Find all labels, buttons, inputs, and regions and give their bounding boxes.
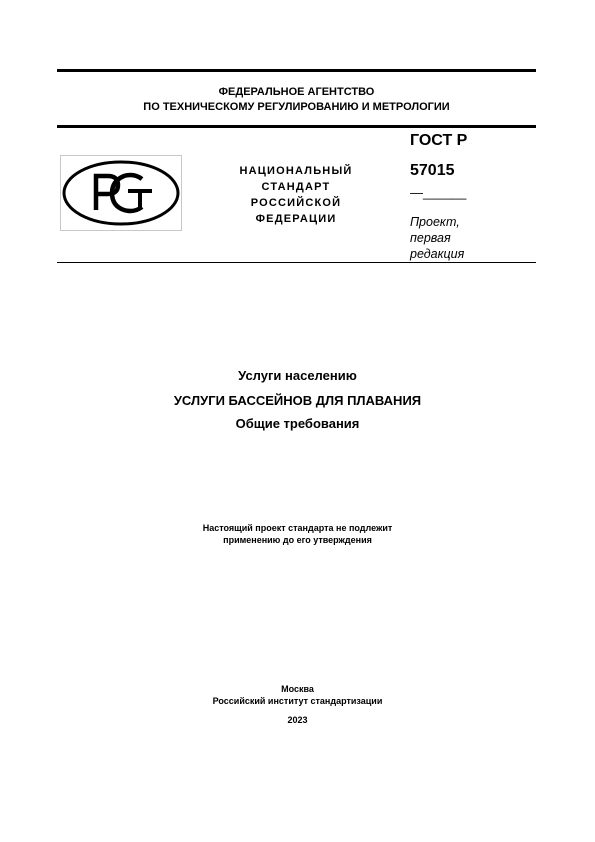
top-rule (57, 69, 536, 72)
title-line-3: Общие требования (235, 416, 360, 431)
section-rule (57, 262, 536, 263)
gost-code: ГОСТ Р (410, 132, 468, 149)
gost-suffix: —______ (410, 185, 467, 200)
title-line-1: Услуги населению (238, 368, 357, 383)
footer-institute: Российский институт стандартизации (212, 696, 383, 706)
notice-line-2: применению до его утверждения (223, 535, 372, 545)
draft-line-3: редакция (410, 247, 465, 261)
agency-line-1: ФЕДЕРАЛЬНОЕ АГЕНТСТВО (218, 86, 375, 98)
national-line-4: ФЕДЕРАЦИИ (255, 213, 337, 225)
notice-line-1: Настоящий проект стандарта не подлежит (202, 523, 393, 533)
header-rule (57, 125, 536, 128)
gost-number: 57015 (410, 162, 455, 179)
draft-line-1: Проект, (410, 215, 460, 229)
national-line-2: СТАНДАРТ (261, 181, 331, 193)
draft-line-2: первая (410, 231, 451, 245)
national-line-1: НАЦИОНАЛЬНЫЙ (239, 165, 353, 177)
national-line-3: РОССИЙСКОЙ (250, 197, 342, 209)
agency-line-2: ПО ТЕХНИЧЕСКОМУ РЕГУЛИРОВАНИЮ И МЕТРОЛОГИИ (143, 101, 450, 113)
rst-logo-icon (60, 155, 184, 233)
footer-city: Москва (281, 684, 314, 694)
title-line-2: УСЛУГИ БАССЕЙНОВ ДЛЯ ПЛАВАНИЯ (173, 393, 422, 408)
footer-year: 2023 (287, 715, 308, 725)
rst-logo (60, 155, 184, 233)
